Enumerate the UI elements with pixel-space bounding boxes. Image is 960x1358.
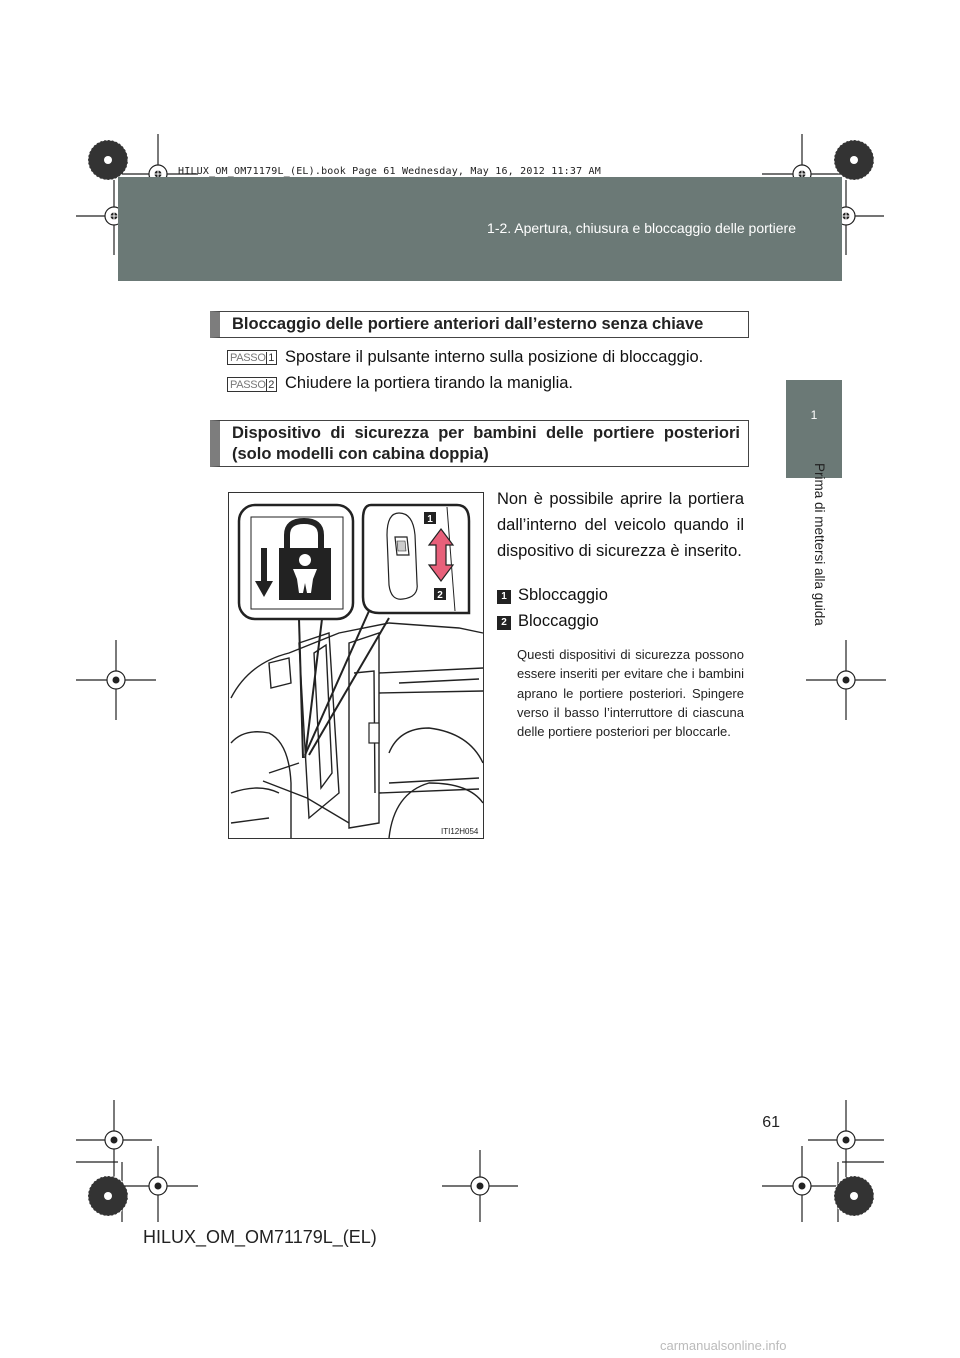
chapter-number: 1 — [810, 408, 818, 422]
child-lock-description: Non è possibile aprire la portiera dall’interno del veicolo quando il dispositivo di sicurezza è inserito. — [497, 490, 744, 560]
child-lock-illustration — [228, 492, 484, 839]
callout-marker-2: 2 — [437, 590, 443, 601]
label-unlock: Sbloccaggio — [518, 586, 608, 604]
callout-marker-1: 1 — [427, 514, 433, 525]
figure-code: ITI12H054 — [441, 827, 479, 836]
child-lock-note: Questi dispositivi di sicurezza possono essere inseriti per evitare che i bambini aprano le portiere posteriori. Spingere verso il basso l’interruttore di ciascuna delle portiere posteriori per bloccarle. — [517, 647, 744, 740]
section-heading-child-lock: Dispositivo di sicurezza per bambini delle portiere posteriori (solo modelli con cabina doppia) — [210, 420, 749, 467]
step-text-1: Spostare il pulsante interno sulla posizione di bloccaggio. — [285, 348, 704, 366]
label-lock: Bloccaggio — [518, 612, 599, 630]
document-code: HILUX_OM_OM71179L_(EL) — [143, 1227, 377, 1247]
step-badge-number: 1 — [266, 352, 276, 364]
watermark: carmanualsonline.info — [660, 1338, 787, 1353]
step-text-2: Chiudere la portiera tirando la maniglia. — [285, 374, 573, 392]
chapter-label: Prima di mettersi alla guida — [812, 463, 827, 626]
marker-2: 2 — [497, 616, 511, 630]
step-badge-2 — [227, 377, 277, 392]
step-badge-number: 2 — [266, 379, 276, 391]
section-title: 1-2. Apertura, chiusura e bloccaggio delle portiere — [487, 220, 796, 236]
section-heading-front-doors: Bloccaggio delle portiere anteriori dall’esterno senza chiave — [210, 311, 749, 338]
book-stamp: HILUX_OM_OM71179L_(EL).book Page 61 Wednesday, May 16, 2012 11:37 AM — [178, 166, 601, 177]
car-door-drawing — [229, 493, 483, 838]
step-badge-label: PASSO — [230, 378, 266, 391]
chapter-label-vertical — [798, 463, 827, 643]
marker-1: 1 — [497, 590, 511, 604]
page-number: 61 — [762, 1114, 780, 1131]
step-badge-label: PASSO — [230, 351, 266, 364]
step-badge-1 — [227, 350, 277, 365]
